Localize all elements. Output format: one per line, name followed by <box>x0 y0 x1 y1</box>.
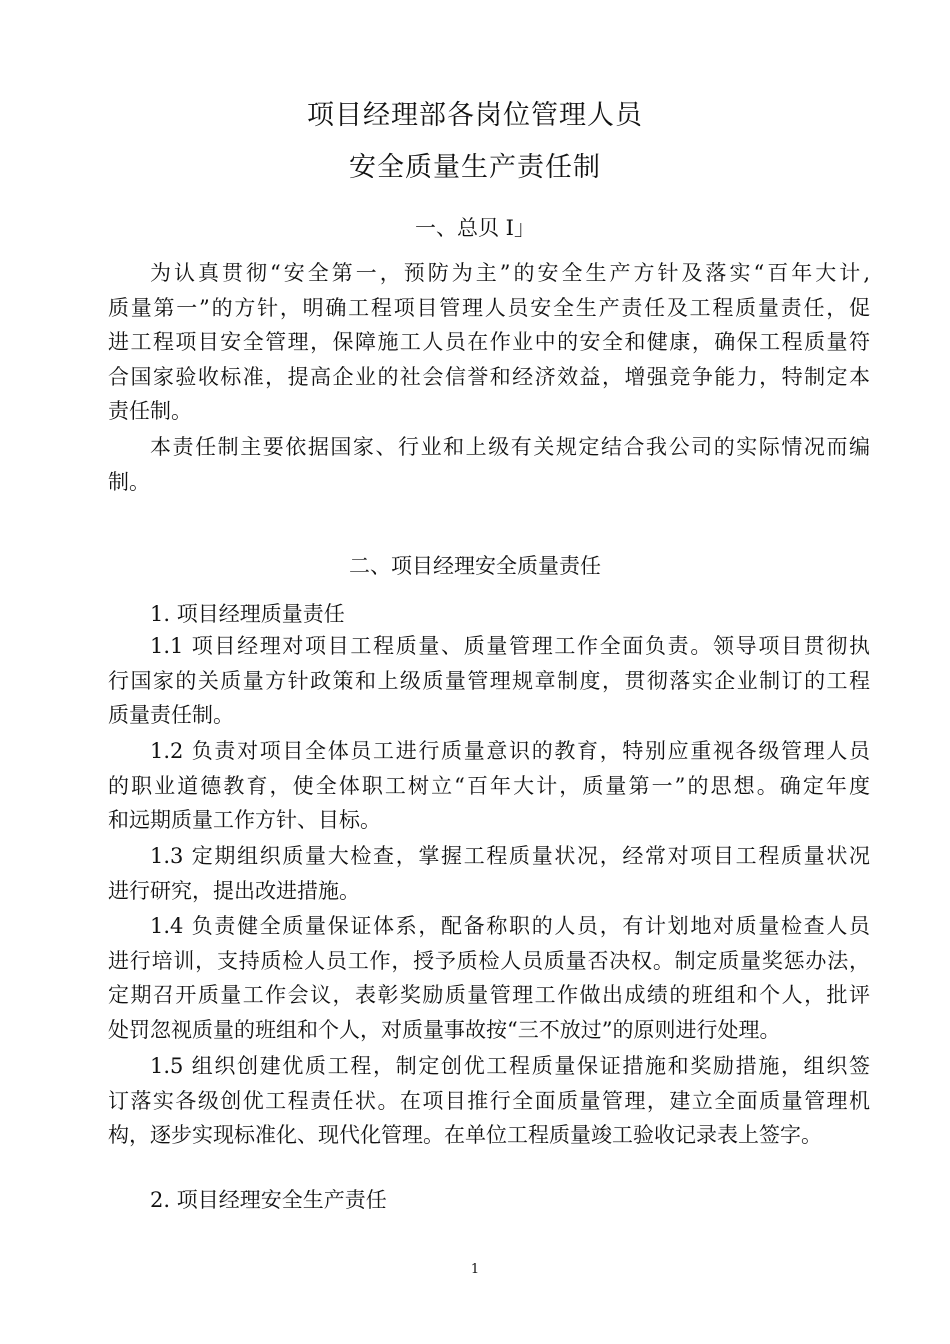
text-line: 订落实各级创优工程责任状。在项目推行全面质量管理，建立全面质量管理机 <box>108 1088 870 1113</box>
text-line: 1.1 项目经理对项目工程质量、质量管理工作全面负责。领导项目贯彻执 <box>150 634 870 658</box>
text-line: 的职业道德教育，使全体职工树立“百年大计，质量第一”的思想。确定年度 <box>108 773 870 798</box>
item-1-heading: 1. 项目经理质量责任 <box>150 602 345 626</box>
item-1-5-paragraph <box>108 1049 870 1153</box>
item-1-3-paragraph <box>108 839 870 908</box>
section-1-paragraph-1 <box>108 256 870 429</box>
document-title-line-2: 安全质量生产责任制 <box>349 152 601 183</box>
text-line: 进行研究，提出改进措施。 <box>108 878 360 903</box>
text-line: 构，逐步实现标准化、现代化管理。在单位工程质量竣工验收记录表上签字。 <box>108 1123 822 1147</box>
item-2-heading: 2. 项目经理安全生产责任 <box>150 1188 387 1212</box>
item-1-1-paragraph <box>108 629 870 733</box>
text-line: 1.4 负责健全质量保证体系，配备称职的人员，有计划地对质量检查人员 <box>150 914 870 938</box>
text-line: 合国家验收标准，提高企业的社会信誉和经济效益，增强竞争能力，特制定本 <box>108 364 870 389</box>
text-line: 处罚忽视质量的班组和个人，对质量事故按“三不放过”的原则进行处理。 <box>108 1017 781 1042</box>
text-line: 定期召开质量工作会议，表彰奖励质量管理工作做出成绩的班组和个人，批评 <box>108 983 870 1007</box>
text-line: 质量第一”的方针，明确工程项目管理人员安全生产责任及工程质量责任，促 <box>108 295 870 320</box>
text-line: 1.2 负责对项目全体员工进行质量意识的教育，特别应重视各级管理人员 <box>150 739 870 763</box>
text-line: 为认真贯彻“安全第一，预防为主”的安全生产方针及落实“百年大计, <box>150 261 870 285</box>
item-1-4-paragraph <box>108 909 870 1047</box>
section-1-heading: 一、总贝 I」 <box>415 216 535 240</box>
page-number: 1 <box>470 1262 480 1277</box>
text-line: 和远期质量工作方针、目标。 <box>108 808 381 832</box>
text-line: 制。 <box>108 469 150 494</box>
text-line: 质量责任制。 <box>108 703 234 727</box>
text-line: 进工程项目安全管理，保障施工人员在作业中的安全和健康，确保工程质量符 <box>108 330 870 354</box>
text-line: 责任制。 <box>108 399 192 423</box>
text-line: 行国家的关质量方针政策和上级质量管理规章制度，贯彻落实企业制订的工程 <box>108 668 870 693</box>
text-line: 进行培训，支持质检人员工作，授予质检人员质量否决权。制定质量奖惩办法， <box>108 948 870 973</box>
document-title-line-1: 项目经理部各岗位管理人员 <box>307 100 643 131</box>
section-1-paragraph-2 <box>108 430 870 499</box>
item-1-2-paragraph <box>108 734 870 838</box>
section-2-heading: 二、项目经理安全质量责任 <box>349 554 601 578</box>
text-line: 本责任制主要依据国家、行业和上级有关规定结合我公司的实际情况而编 <box>150 435 870 459</box>
text-line: 1.5 组织创建优质工程，制定创优工程质量保证措施和奖励措施，组织签 <box>150 1054 870 1078</box>
text-line: 1.3 定期组织质量大检查，掌握工程质量状况，经常对项目工程质量状况 <box>150 844 870 868</box>
